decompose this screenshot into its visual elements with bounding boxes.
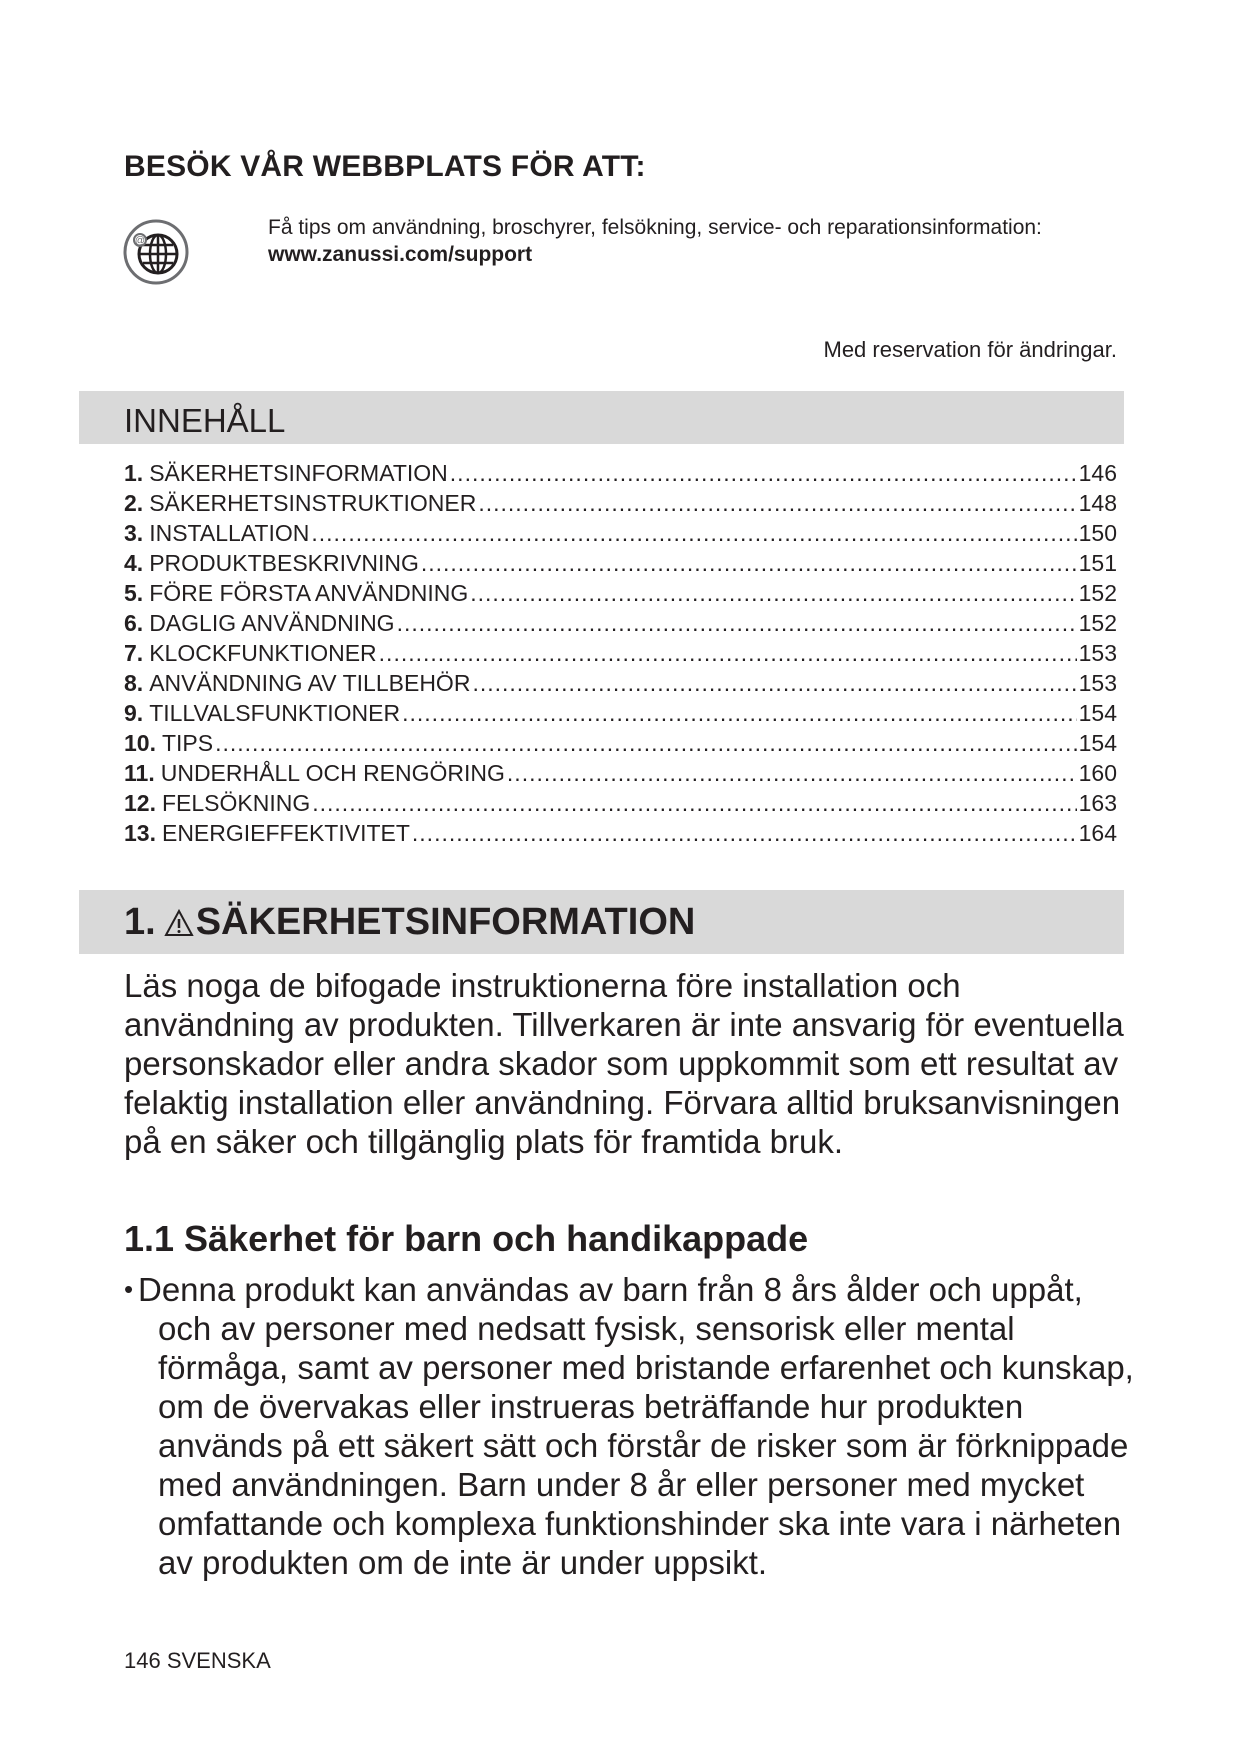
toc-entry-page: 151 (1078, 550, 1117, 576)
toc-entry[interactable] (124, 518, 1117, 548)
toc-entry-label: FELSÖKNING (161, 790, 311, 816)
toc-entry-page: 146 (1078, 460, 1117, 486)
subsection-title: 1.1 Säkerhet för barn och handikappade (124, 1218, 809, 1259)
toc-entry-number: 7. (124, 640, 144, 666)
toc-leader-dots (478, 488, 1076, 518)
toc-entry-number: 3. (124, 520, 144, 546)
toc-title: INNEHÅLL (124, 402, 286, 439)
visit-heading: BESÖK VÅR WEBBPLATS FÖR ATT: (124, 150, 646, 183)
toc-entry-label: INSTALLATION (149, 520, 310, 546)
toc-entry-page: 153 (1078, 670, 1117, 696)
toc-header-band (79, 391, 1124, 444)
toc-entry-number: 13. (124, 820, 156, 846)
toc-entry-number: 9. (124, 700, 144, 726)
toc-leader-dots (379, 638, 1077, 668)
toc-entry-number: 10. (124, 730, 156, 756)
toc-leader-dots (312, 788, 1076, 818)
toc-entry-page: 163 (1078, 790, 1117, 816)
section-number: 1. (124, 901, 156, 943)
support-url[interactable]: www.zanussi.com/support (268, 243, 533, 266)
toc-leader-dots (450, 458, 1077, 488)
toc-entry-label: KLOCKFUNKTIONER (149, 640, 377, 666)
toc-entry[interactable] (124, 548, 1117, 578)
toc-entry-number: 2. (124, 490, 144, 516)
toc-entry[interactable] (124, 458, 1117, 488)
table-of-contents (124, 458, 1117, 848)
toc-entry-page: 153 (1078, 640, 1117, 666)
toc-entry[interactable] (124, 608, 1117, 638)
toc-entry-number: 4. (124, 550, 144, 576)
toc-entry-page: 164 (1078, 820, 1117, 846)
toc-entry[interactable] (124, 758, 1117, 788)
section-title (124, 901, 695, 944)
warning-triangle-icon (164, 909, 194, 937)
toc-entry[interactable] (124, 668, 1117, 698)
section-header-band (79, 890, 1124, 954)
toc-entry-label: TILLVALSFUNKTIONER (149, 700, 401, 726)
toc-entry[interactable] (124, 488, 1117, 518)
toc-entry[interactable] (124, 728, 1117, 758)
reservation-note: Med reservation för ändringar. (823, 337, 1117, 362)
globe-at-icon (122, 218, 190, 286)
toc-entry[interactable] (124, 698, 1117, 728)
toc-entry-label: ANVÄNDNING AV TILLBEHÖR (149, 670, 471, 696)
toc-entry[interactable] (124, 638, 1117, 668)
toc-entry-label: SÄKERHETSINFORMATION (149, 460, 448, 486)
toc-entry-label: DAGLIG ANVÄNDNING (149, 610, 395, 636)
bullet-dot: • (124, 1274, 134, 1304)
svg-text:@: @ (134, 235, 146, 247)
support-tips-text: Få tips om användning, broschyrer, felsökning, service- och reparationsinformation: (268, 216, 1042, 239)
toc-entry[interactable] (124, 788, 1117, 818)
toc-leader-dots (507, 758, 1077, 788)
toc-entry-number: 11. (124, 760, 155, 786)
toc-leader-dots (421, 548, 1077, 578)
toc-leader-dots (311, 518, 1076, 548)
list-item (124, 1270, 1134, 1582)
support-info (268, 214, 1042, 268)
toc-leader-dots (472, 668, 1076, 698)
bullet-text: Denna produkt kan användas av barn från 8 års ålder och uppåt, och av personer med nedsatt fysisk, sensorisk eller mental förmåga, samt av personer med bristande erfarenhet och kunskap, om de övervakas eller instrueras beträffande hur produkten används på ett säkert sätt och förstår de risker som är förknippade med användningen. Barn under 8 år eller personer med mycket omfattande och komplexa funktionshinder ska inte vara i närheten av produkten om de inte är under uppsikt. (138, 1271, 1134, 1581)
toc-entry-page: 148 (1078, 490, 1117, 516)
toc-entry[interactable] (124, 818, 1117, 848)
toc-entry-label: PRODUKTBESKRIVNING (149, 550, 419, 576)
toc-entry-page: 160 (1078, 760, 1117, 786)
toc-entry-page: 152 (1078, 610, 1117, 636)
toc-entry-label: ENERGIEFFEKTIVITET (161, 820, 410, 846)
toc-entry-number: 5. (124, 580, 144, 606)
page-footer: 146 SVENSKA (124, 1648, 271, 1673)
toc-entry-label: SÄKERHETSINSTRUKTIONER (149, 490, 477, 516)
toc-entry-label: TIPS (161, 730, 214, 756)
toc-entry-page: 152 (1078, 580, 1117, 606)
toc-entry-number: 1. (124, 460, 144, 486)
toc-leader-dots (402, 698, 1077, 728)
toc-entry-page: 150 (1078, 520, 1117, 546)
toc-entry-page: 154 (1078, 700, 1117, 726)
toc-entry-number: 12. (124, 790, 156, 816)
toc-entry-number: 8. (124, 670, 144, 696)
toc-entry-number: 6. (124, 610, 144, 636)
toc-leader-dots (412, 818, 1077, 848)
toc-entry-page: 154 (1078, 730, 1117, 756)
safety-intro-paragraph: Läs noga de bifogade instruktionerna före installation och användning av produkten. Tillverkaren är inte ansvarig för eventuella personskador eller andra skador som uppkommit som ett resultat av felaktig installation eller användning. Förvara alltid bruksanvisningen på en säker och tillgänglig plats för framtida bruk. (124, 967, 1124, 1160)
toc-leader-dots (397, 608, 1077, 638)
section-title-text: SÄKERHETSINFORMATION (195, 901, 696, 943)
toc-entry-label: FÖRE FÖRSTA ANVÄNDNING (149, 580, 469, 606)
toc-leader-dots (470, 578, 1076, 608)
toc-entry[interactable] (124, 578, 1117, 608)
toc-leader-dots (215, 728, 1077, 758)
toc-entry-label: UNDERHÅLL OCH RENGÖRING (160, 760, 505, 786)
